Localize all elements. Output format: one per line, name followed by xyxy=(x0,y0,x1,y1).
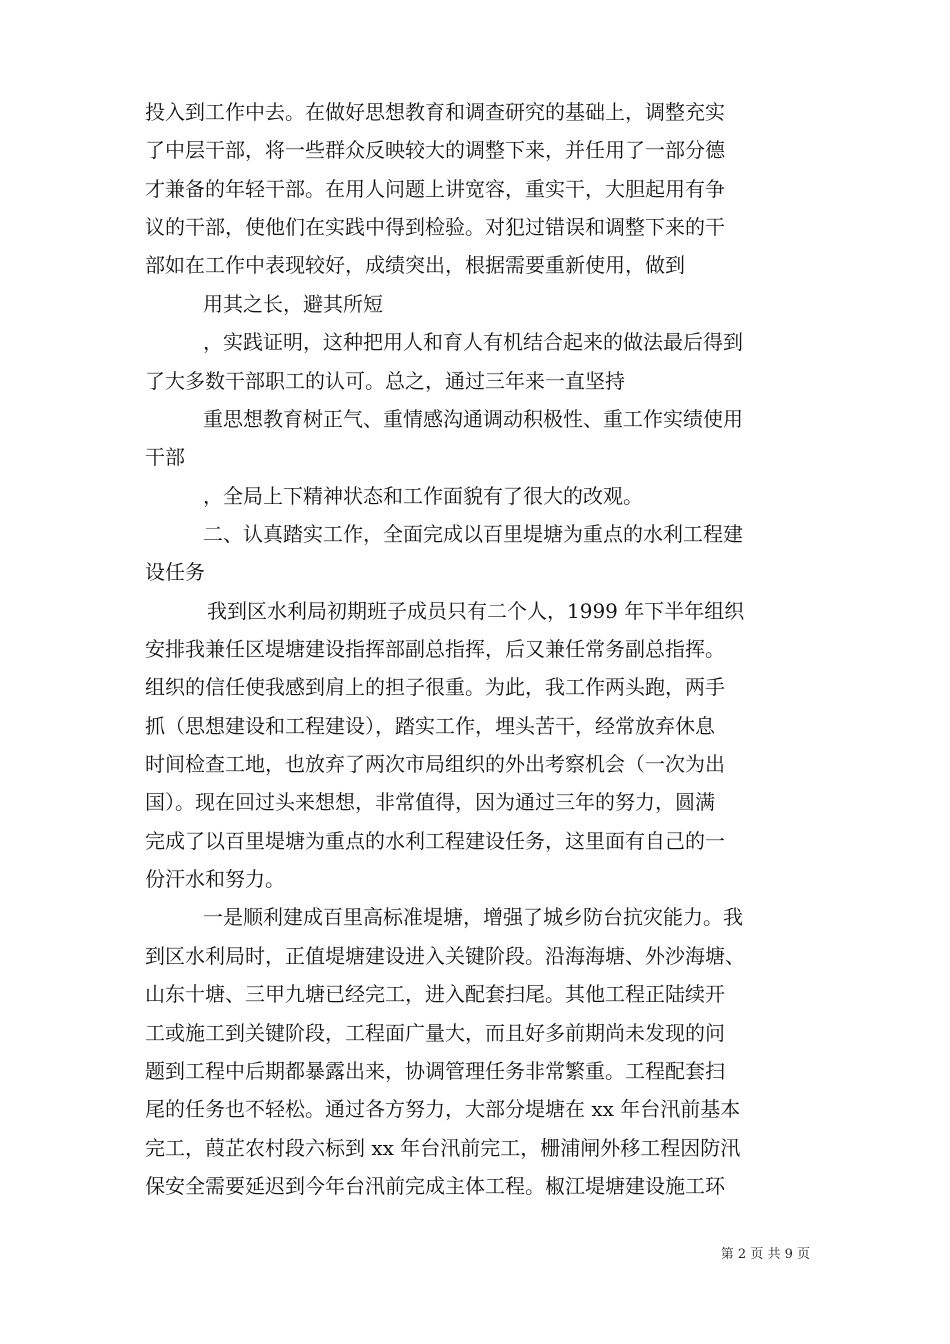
text-line: ，实践证明，这种把用人和育人有机结合起来的做法最后得到 xyxy=(203,330,743,354)
text-line: 尾的任务也不轻松。通过各方努力，大部分堤塘在 xx 年台汛前基本 xyxy=(145,1097,741,1121)
text-line: 用其之长，避其所短 xyxy=(203,292,383,316)
text-line: 抓（思想建设和工程建设），踏实工作，埋头苦干，经常放弃休息 xyxy=(145,714,715,738)
text-line: 部如在工作中表现较好，成绩突出，根据需要重新使用，做到 xyxy=(145,253,685,277)
text-line: 重思想教育树正气、重情感沟通调动积极性、重工作实绩使用 xyxy=(203,407,743,431)
text-line: 我到区水利局初期班子成员只有二个人，1999 年下半年组织 xyxy=(207,599,745,623)
text-line: 干部 xyxy=(145,445,185,469)
text-line: 完成了以百里堤塘为重点的水利工程建设任务，这里面有自己的一 xyxy=(145,829,725,853)
text-line: 安排我兼任区堤塘建设指挥部副总指挥，后又兼任常务副总指挥。 xyxy=(145,637,725,661)
text-line: 完工，葭芷农村段六标到 xx 年台汛前完工，栅浦闸外移工程因防汛 xyxy=(145,1136,741,1160)
text-line: 份汗水和努力。 xyxy=(145,867,285,891)
text-line: 二、认真踏实工作，全面完成以百里堤塘为重点的水利工程建 xyxy=(203,522,743,546)
text-line: 国）。现在回过头来想想，非常值得，因为通过三年的努力，圆满 xyxy=(145,790,715,814)
text-line: 到区水利局时，正值堤塘建设进入关键阶段。沿海海塘、外沙海塘、 xyxy=(145,944,745,968)
text-line: 山东十塘、三甲九塘已经完工，进入配套扫尾。其他工程正陆续开 xyxy=(145,982,725,1006)
page-footer: 第 2 页 共 9 页 xyxy=(720,1247,810,1262)
text-line: 议的干部，使他们在实践中得到检验。对犯过错误和调整下来的干 xyxy=(145,215,725,239)
text-line: 组织的信任使我感到肩上的担子很重。为此，我工作两头跑，两手 xyxy=(145,675,725,699)
text-line: 工或施工到关键阶段，工程面广量大，而且好多前期尚未发现的问 xyxy=(145,1021,725,1045)
text-line: 设任务 xyxy=(145,560,205,584)
text-line: 投入到工作中去。在做好思想教育和调查研究的基础上，调整充实 xyxy=(145,100,725,124)
text-line: 保安全需要延迟到今年台汛前完成主体工程。椒江堤塘建设施工环 xyxy=(145,1174,725,1198)
text-line: 了中层干部，将一些群众反映较大的调整下来，并任用了一部分德 xyxy=(145,138,725,162)
text-line: 题到工程中后期都暴露出来，协调管理任务非常繁重。工程配套扫 xyxy=(145,1059,725,1083)
text-line: ，全局上下精神状态和工作面貌有了很大的改观。 xyxy=(203,484,643,508)
text-line: 了大多数干部职工的认可。总之，通过三年来一直坚持 xyxy=(145,369,625,393)
text-line: 时间检查工地，也放弃了两次市局组织的外出考察机会（一次为出 xyxy=(145,752,725,776)
text-line: 一是顺利建成百里高标准堤塘，增强了城乡防台抗灾能力。我 xyxy=(203,905,743,929)
text-line: 才兼备的年轻干部。在用人问题上讲宽容，重实干，大胆起用有争 xyxy=(145,177,725,201)
